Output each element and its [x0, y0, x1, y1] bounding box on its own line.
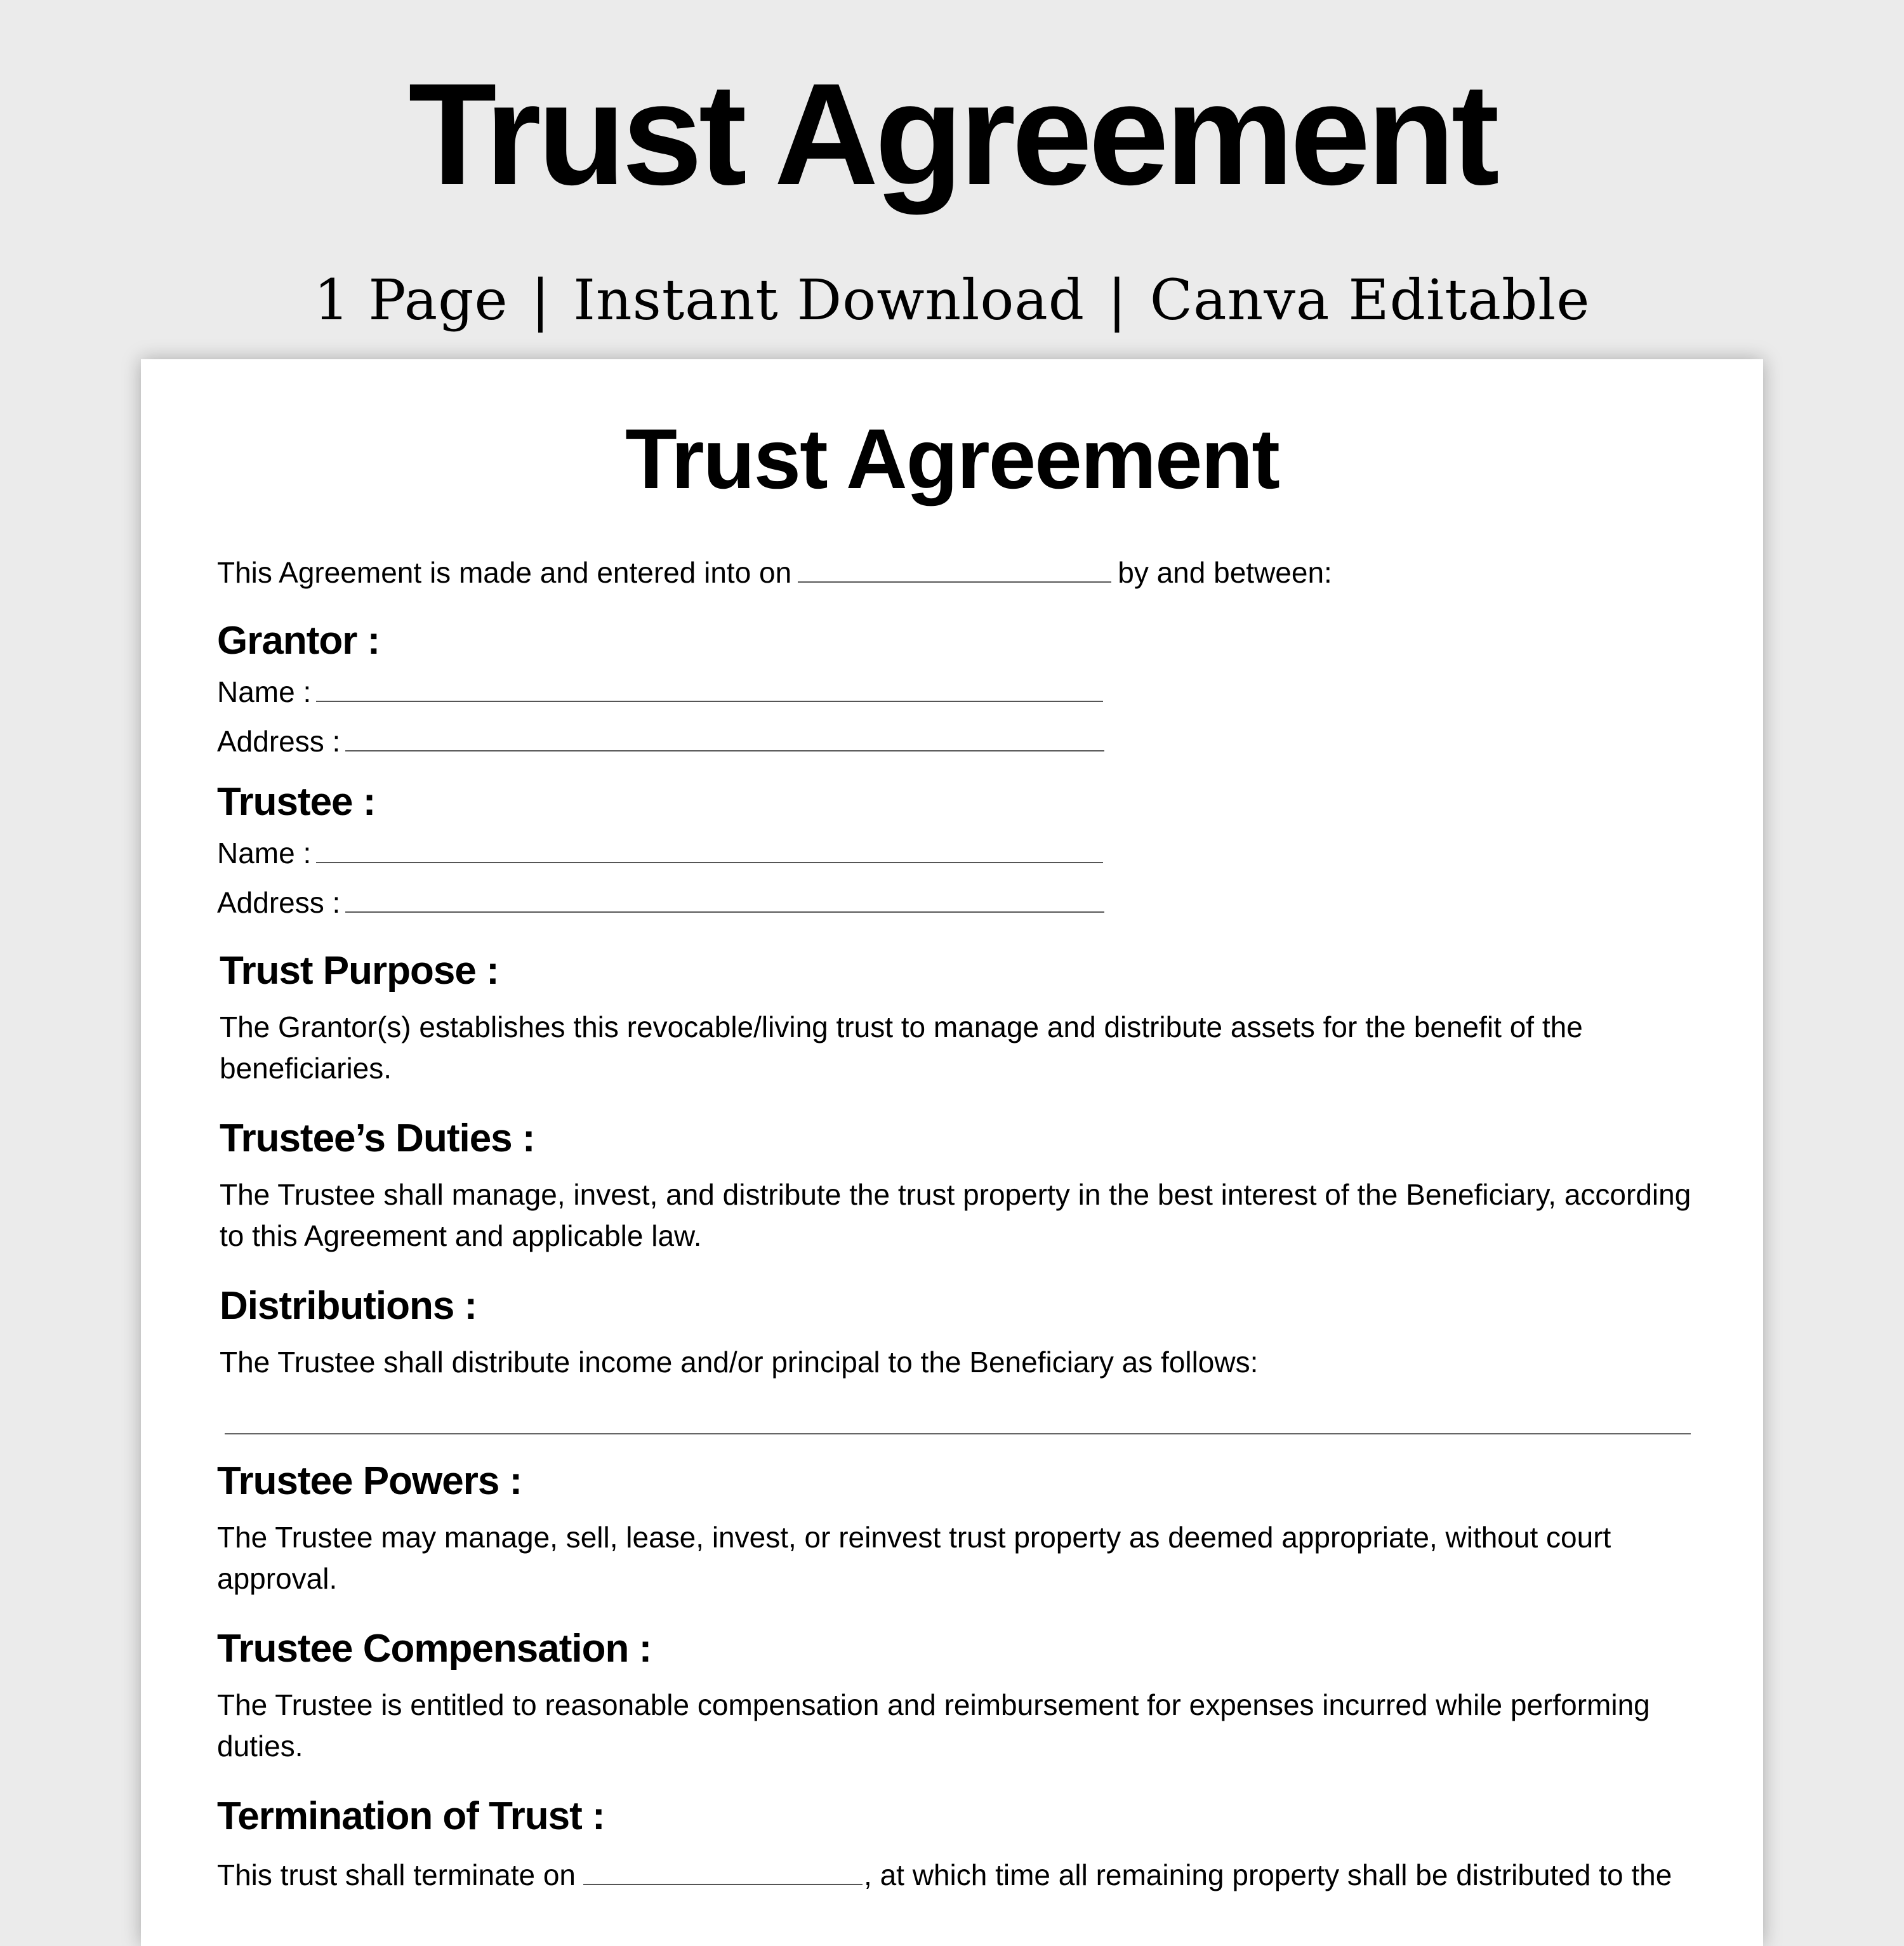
distributions-heading: Distributions : [220, 1284, 477, 1328]
feature-canva-editable: Canva Editable [1149, 267, 1590, 333]
document-page [141, 359, 1763, 1946]
termination-line [217, 1856, 1672, 1894]
banner-features [0, 265, 1904, 335]
trustee-name-label: Name : [217, 837, 312, 870]
document-title: Trust Agreement [625, 412, 1279, 506]
trustee-duties-text: The Trustee shall manage, invest, and distribute the trust property in the best interest of the Beneficiary, according to this Agreement and applicable law. [220, 1178, 1691, 1252]
grantor-name-row [217, 673, 1109, 711]
distributions-text: The Trustee shall distribute income and/or principal to the Beneficiary as follows: [220, 1346, 1259, 1379]
trustee-powers-heading: Trustee Powers : [217, 1459, 522, 1503]
grantor-address-label: Address : [217, 725, 341, 758]
trustee-compensation-heading: Trustee Compensation : [217, 1627, 652, 1671]
trustee-address-row [217, 884, 1111, 922]
grantor-address-field[interactable] [345, 722, 1104, 751]
trustee-duties-heading: Trustee’s Duties : [220, 1116, 535, 1160]
banner-title: Trust Agreement [408, 54, 1496, 215]
trustee-name-row [217, 834, 1109, 872]
trust-purpose-text: The Grantor(s) establishes this revocable/living trust to manage and distribute assets for the benefit of the beneficiaries. [220, 1010, 1583, 1085]
distributions-field[interactable] [225, 1433, 1691, 1434]
grantor-name-field[interactable] [316, 673, 1103, 702]
termination-text: This trust shall terminate on [217, 1858, 576, 1891]
termination-text-end: , at which time all remaining property shall be distributed to the [864, 1858, 1672, 1891]
grantor-name-label: Name : [217, 675, 312, 708]
feature-separator: | [531, 267, 551, 333]
feature-pages: 1 Page [314, 267, 508, 333]
trust-purpose-heading: Trust Purpose : [220, 949, 499, 993]
termination-heading: Termination of Trust : [217, 1794, 605, 1838]
trustee-address-label: Address : [217, 886, 341, 919]
date-field[interactable] [798, 553, 1111, 583]
intro-text: This Agreement is made and entered into on [217, 556, 792, 589]
trustee-name-field[interactable] [316, 834, 1103, 863]
trustee-address-field[interactable] [345, 884, 1104, 913]
termination-date-field[interactable] [583, 1856, 863, 1885]
intro-text-end: by and between: [1118, 556, 1332, 589]
grantor-address-row [217, 722, 1111, 760]
grantor-heading: Grantor : [217, 619, 380, 663]
intro-line [217, 553, 1332, 592]
feature-instant-download: Instant Download [573, 267, 1085, 333]
trustee-powers-text: The Trustee may manage, sell, lease, invest, or reinvest trust property as deemed appropriate, without court approval. [217, 1521, 1611, 1595]
trustee-compensation-text: The Trustee is entitled to reasonable compensation and reimbursement for expenses incurred while performing duties. [217, 1688, 1650, 1763]
trustee-heading: Trustee : [217, 780, 376, 824]
feature-separator: | [1107, 267, 1127, 333]
